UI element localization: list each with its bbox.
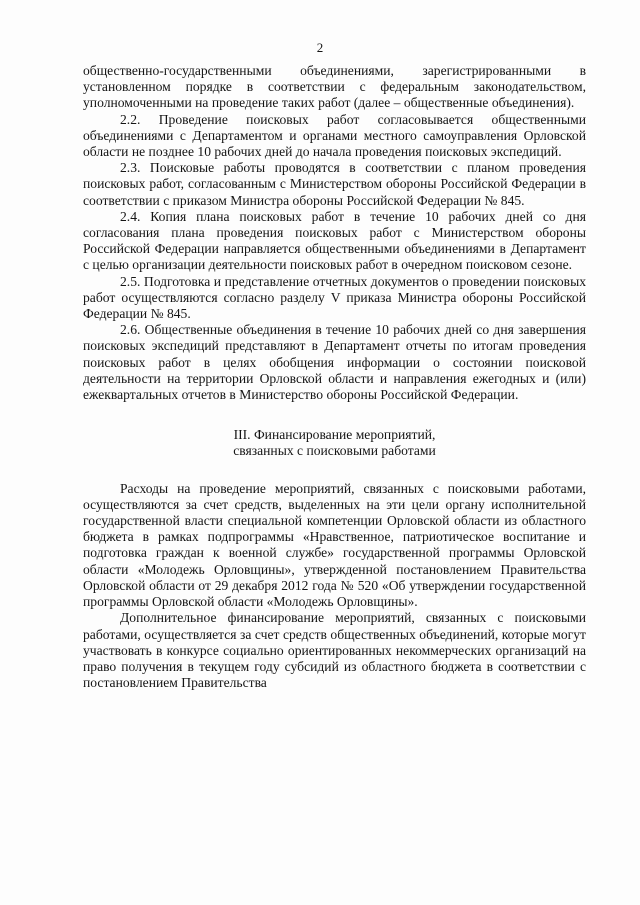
- paragraph-2-5: 2.5. Подготовка и представление отчетных документов о проведении поисковых работ осуществляются согласно разделу V приказа Министра обороны Российской Федерации № 845.: [83, 273, 586, 322]
- paragraph-2-4: 2.4. Копия плана поисковых работ в течение 10 рабочих дней со дня согласования плана проведения поисковых работ с Министерством обороны Российской Федерации направляется общественными объединениями в Департамент с целью организации деятельности поисковых работ в очередном поисковом сезоне.: [83, 208, 586, 273]
- section-heading: [83, 427, 586, 459]
- document-body: [83, 63, 586, 691]
- page-number: 2: [316, 40, 324, 55]
- paragraph-2-6: 2.6. Общественные объединения в течение 10 рабочих дней со дня завершения поисковых экспедиций представляют в Департамент отчеты по итогам проведения поисковых работ в целях обобщения информации о состоянии поисковой деятельности на территории Орловской области и направления ежегодных и (или) ежеквартальных отчетов в Министерство обороны Российской Федерации.: [83, 322, 586, 403]
- top-paragraphs: [83, 63, 586, 403]
- section-heading-line1: III. Финансирование мероприятий,: [233, 427, 436, 443]
- paragraph-2-2: 2.2. Проведение поисковых работ согласовывается общественными объединениями с Департаментом и органами местного самоуправления Орловской области не позднее 10 рабочих дней до начала проведения поисковых экспедиций.: [83, 111, 586, 160]
- section-heading-line2: связанных с поисковыми работами: [233, 443, 436, 459]
- paragraph-financing-1: Расходы на проведение мероприятий, связанных с поисковыми работами, осуществляются за счет средств, выделенных на эти цели органу исполнительной государственной власти специальной компетенции Орловской области из областного бюджета в рамках подпрограммы «Нравственное, патриотическое воспитание и подготовка граждан к военной службе» государственной программы Орловской области «Молодежь Орловщины», утвержденной постановлением Правительства Орловской области от 29 декабря 2012 года № 520 «Об утверждении государственной программы Орловской области «Молодежь Орловщины».: [83, 480, 586, 610]
- paragraph-financing-2: Дополнительное финансирование мероприятий, связанных с поисковыми работами, осуществляется за счет средств общественных объединений, которые могут участвовать в конкурсе социально ориентированных некоммерческих организаций на право получения в текущем году субсидий из областного бюджета в соответствии с постановлением Правительства: [83, 610, 586, 691]
- paragraph-2-3: 2.3. Поисковые работы проводятся в соответствии с планом проведения поисковых работ, согласованным с Министерством обороны Российской Федерации в соответствии с приказом Министра обороны Российской Федерации № 845.: [83, 160, 586, 208]
- bottom-paragraphs: [83, 481, 586, 692]
- paragraph-continuation: общественно-государственными объединениями, зарегистрированными в установленном порядке в соответствии с федеральным законодательством, уполномоченными на проведение таких работ (далее – общественные объединения).: [83, 63, 586, 111]
